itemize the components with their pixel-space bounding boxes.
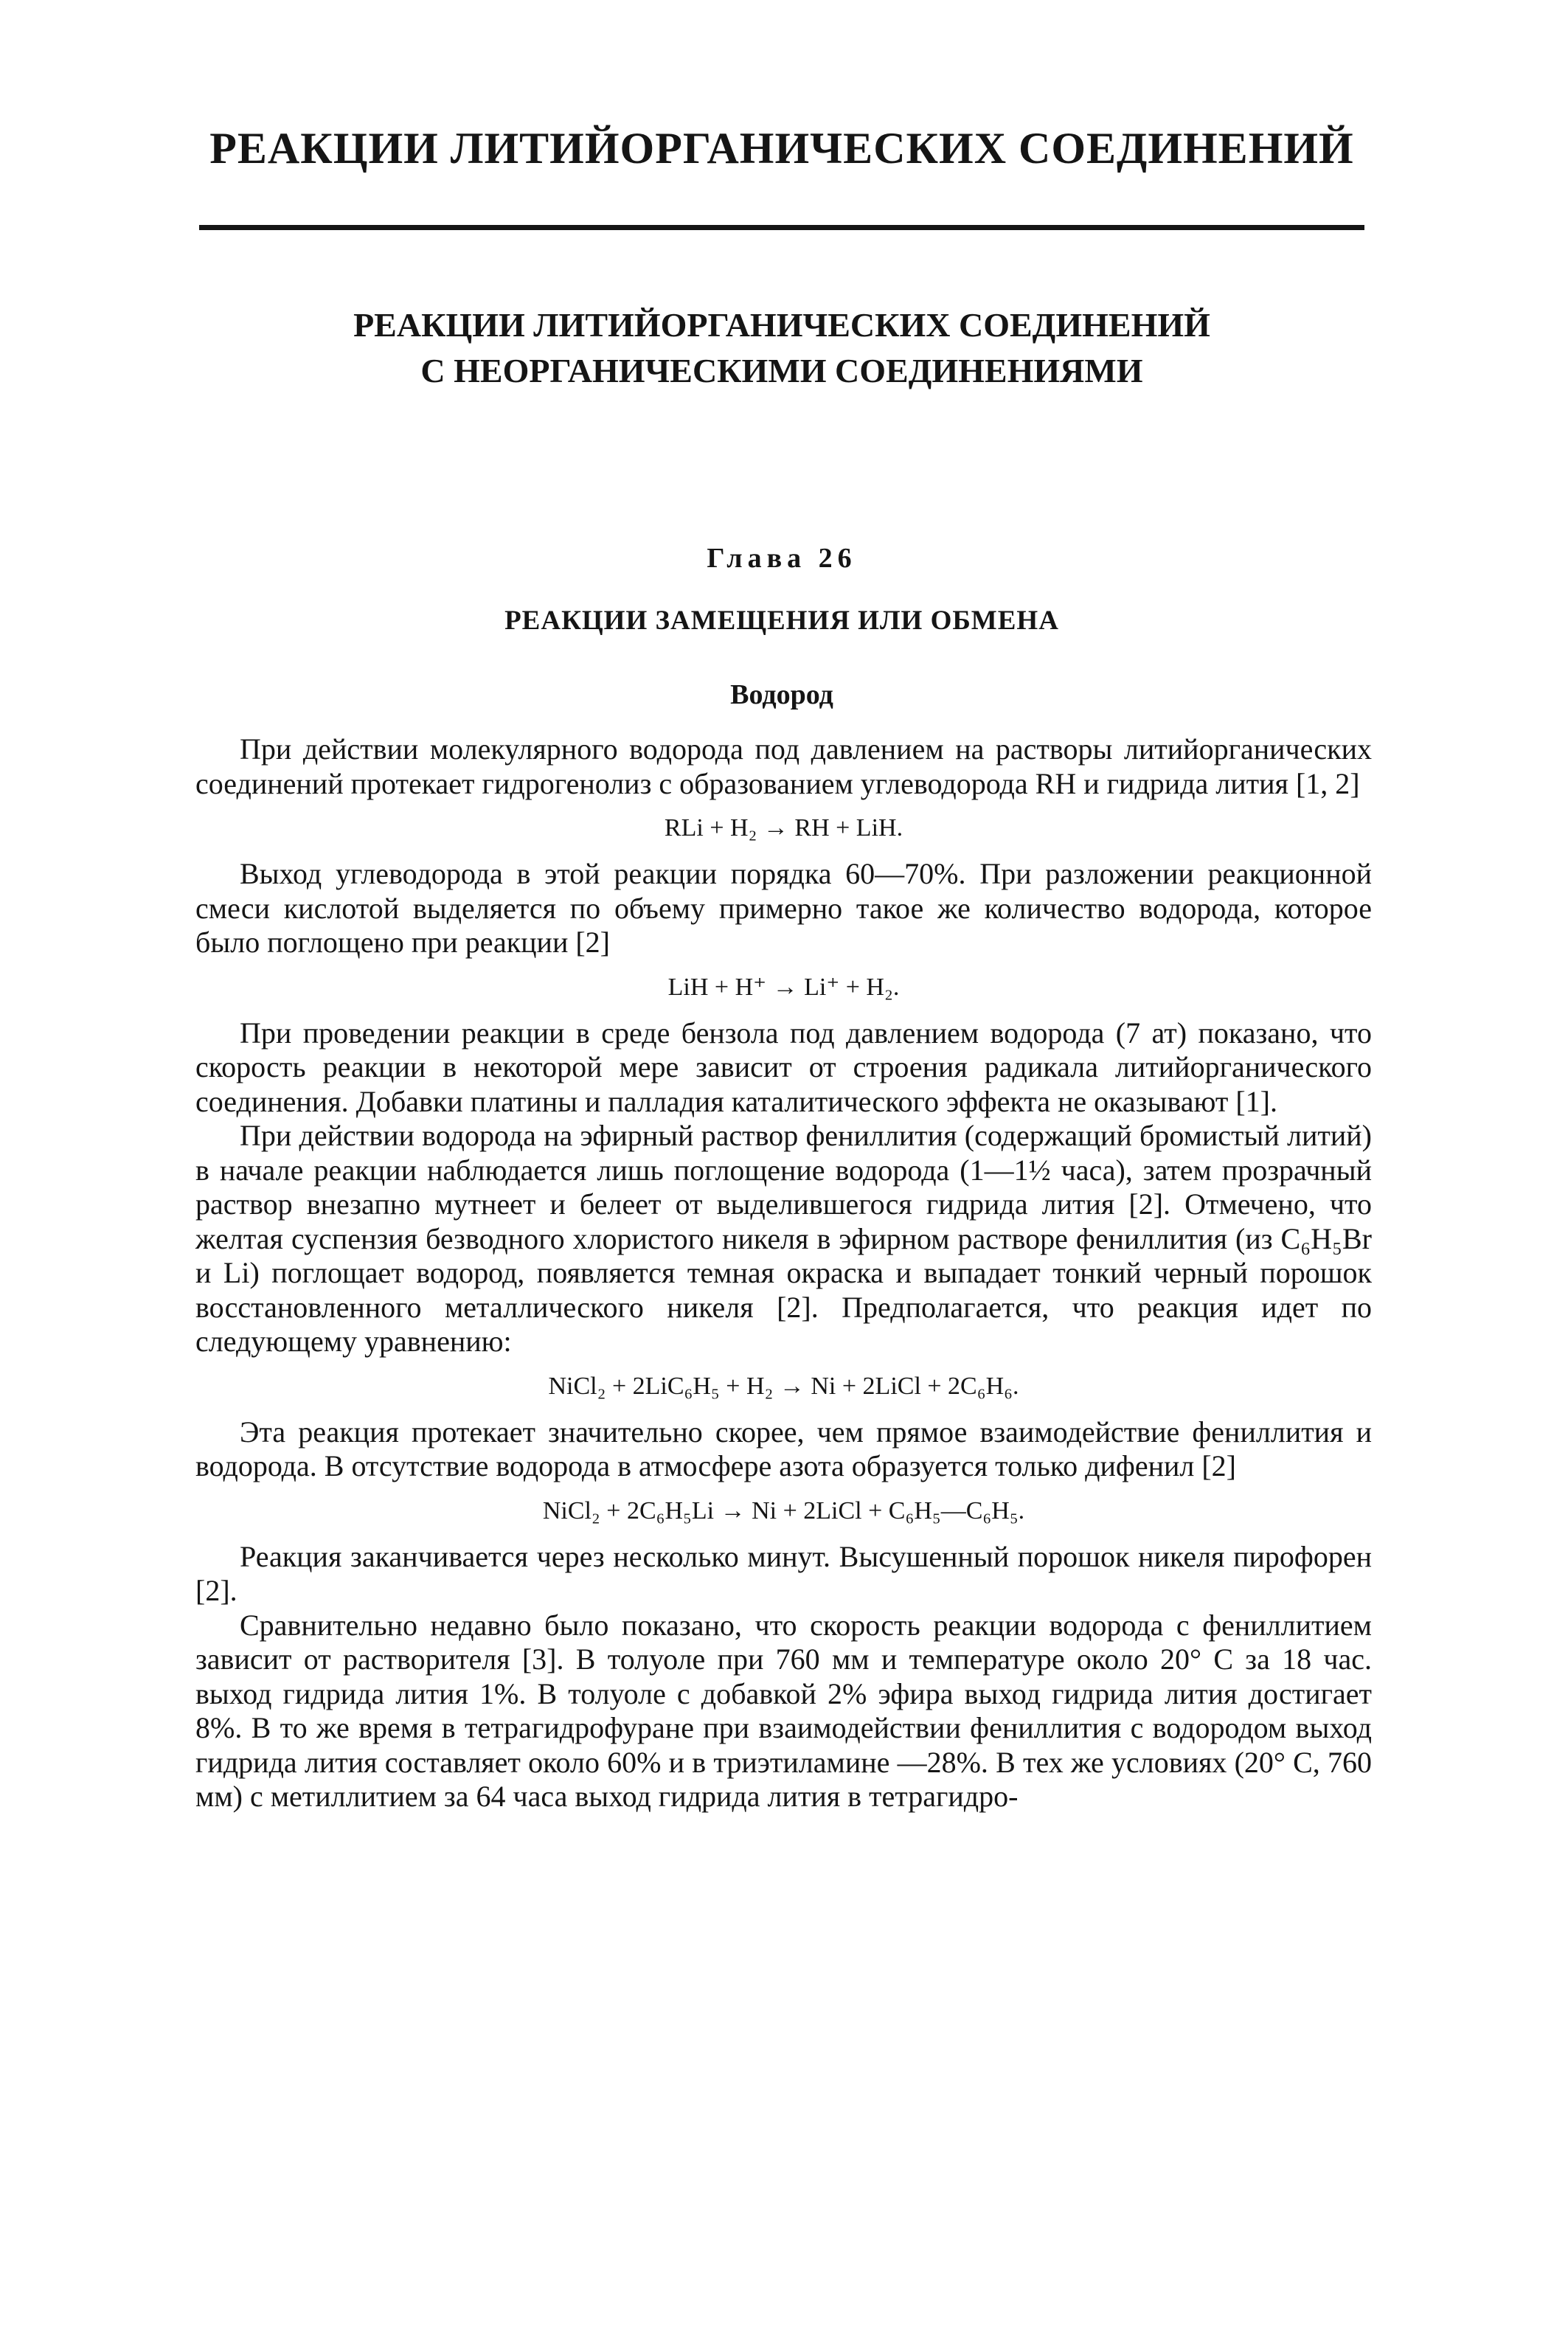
part-title-line2: С НЕОРГАНИЧЕСКИМИ СОЕДИНЕНИЯМИ xyxy=(420,352,1143,389)
paragraph-1: При действии молекулярного водорода под давлением на растворы литийорганических соединений протекает гидрогенолиз с образованием углеводорода RH и гидрида лития [1, 2] xyxy=(195,732,1372,800)
equation-4: NiCl₂ + 2C₆H₅Li → Ni + 2LiCl + C₆H₅—C₆H₅. xyxy=(542,1496,1025,1524)
running-title: РЕАКЦИИ ЛИТИЙОРГАНИЧЕСКИХ СОЕДИНЕНИЙ xyxy=(209,124,1354,173)
body-text xyxy=(195,732,1372,1814)
header-rule xyxy=(199,225,1364,230)
equation-3: NiCl₂ + 2LiC₆H₅ + H₂ → Ni + 2LiCl + 2C₆H₆. xyxy=(548,1372,1019,1400)
paragraph-3: При проведении реакции в среде бензола под давлением водорода (7 ат) показано, что скорость реакции в некоторой мере зависит от строения радикала литийорганического соединения. Добавки платины и палладия каталитического эффекта не оказывают [1]. xyxy=(195,1016,1372,1118)
chapter-label: Глава 26 xyxy=(707,543,857,574)
equation-1: RLi + H₂ → RH + LiH. xyxy=(664,814,903,842)
paragraph-2: Выход углеводорода в этой реакции порядка 60—70%. При разложении реакционной смеси кислотой выделяется по объему примерно такое же количество водорода, которое было поглощено при реакции [2] xyxy=(195,857,1372,959)
paragraph-4: При действии водорода на эфирный раствор фениллития (содержащий бромистый литий) в начале реакции наблюдается лишь поглощение водорода (1—1½ часа), затем прозрачный раствор внезапно мутнеет и белеет от выделившегося гидрида лития [2]. Отмечено, что желтая суспензия безводного хлористого никеля в эфирном растворе фениллития (из C₆H₅Br и Li) поглощает водород, появляется темная окраска и выпадает тонкий черный порошок восстановленного металлического никеля [2]. Предполагается, что реакция идет по следующему уравнению: xyxy=(195,1119,1372,1358)
chapter-title: РЕАКЦИИ ЗАМЕЩЕНИЯ ИЛИ ОБМЕНА xyxy=(504,606,1059,636)
paragraph-7: Сравнительно недавно было показано, что скорость реакции водорода с фениллитием зависит от растворителя [3]. В толуоле при 760 мм и температуре около 20° С за 18 час. выход гидрида лития 1%. В толуоле с добавкой 2% эфира выход гидрида лития достигает 8%. В то же время в тетрагидрофуране при взаимодействии фениллития с водородом выход гидрида лития составляет около 60% и в триэтиламине —28%. В тех же условиях (20° С, 760 мм) с метиллитием за 64 часа выход гидрида лития в тетрагидро- xyxy=(195,1608,1372,1813)
section-title: Водород xyxy=(730,679,833,710)
equation-2: LiH + H⁺ → Li⁺ + H₂. xyxy=(667,973,900,1001)
part-title xyxy=(184,302,1379,394)
paragraph-5: Эта реакция протекает значительно скорее, чем прямое взаимодействие фениллития и водорода. В отсутствие водорода в атмосфере азота образуется только дифенил [2] xyxy=(195,1415,1372,1482)
part-title-line1: РЕАКЦИИ ЛИТИЙОРГАНИЧЕСКИХ СОЕДИНЕНИЙ xyxy=(353,306,1210,344)
paragraph-6: Реакция заканчивается через несколько минут. Высушенный порошок никеля пирофорен [2]. xyxy=(195,1539,1372,1607)
